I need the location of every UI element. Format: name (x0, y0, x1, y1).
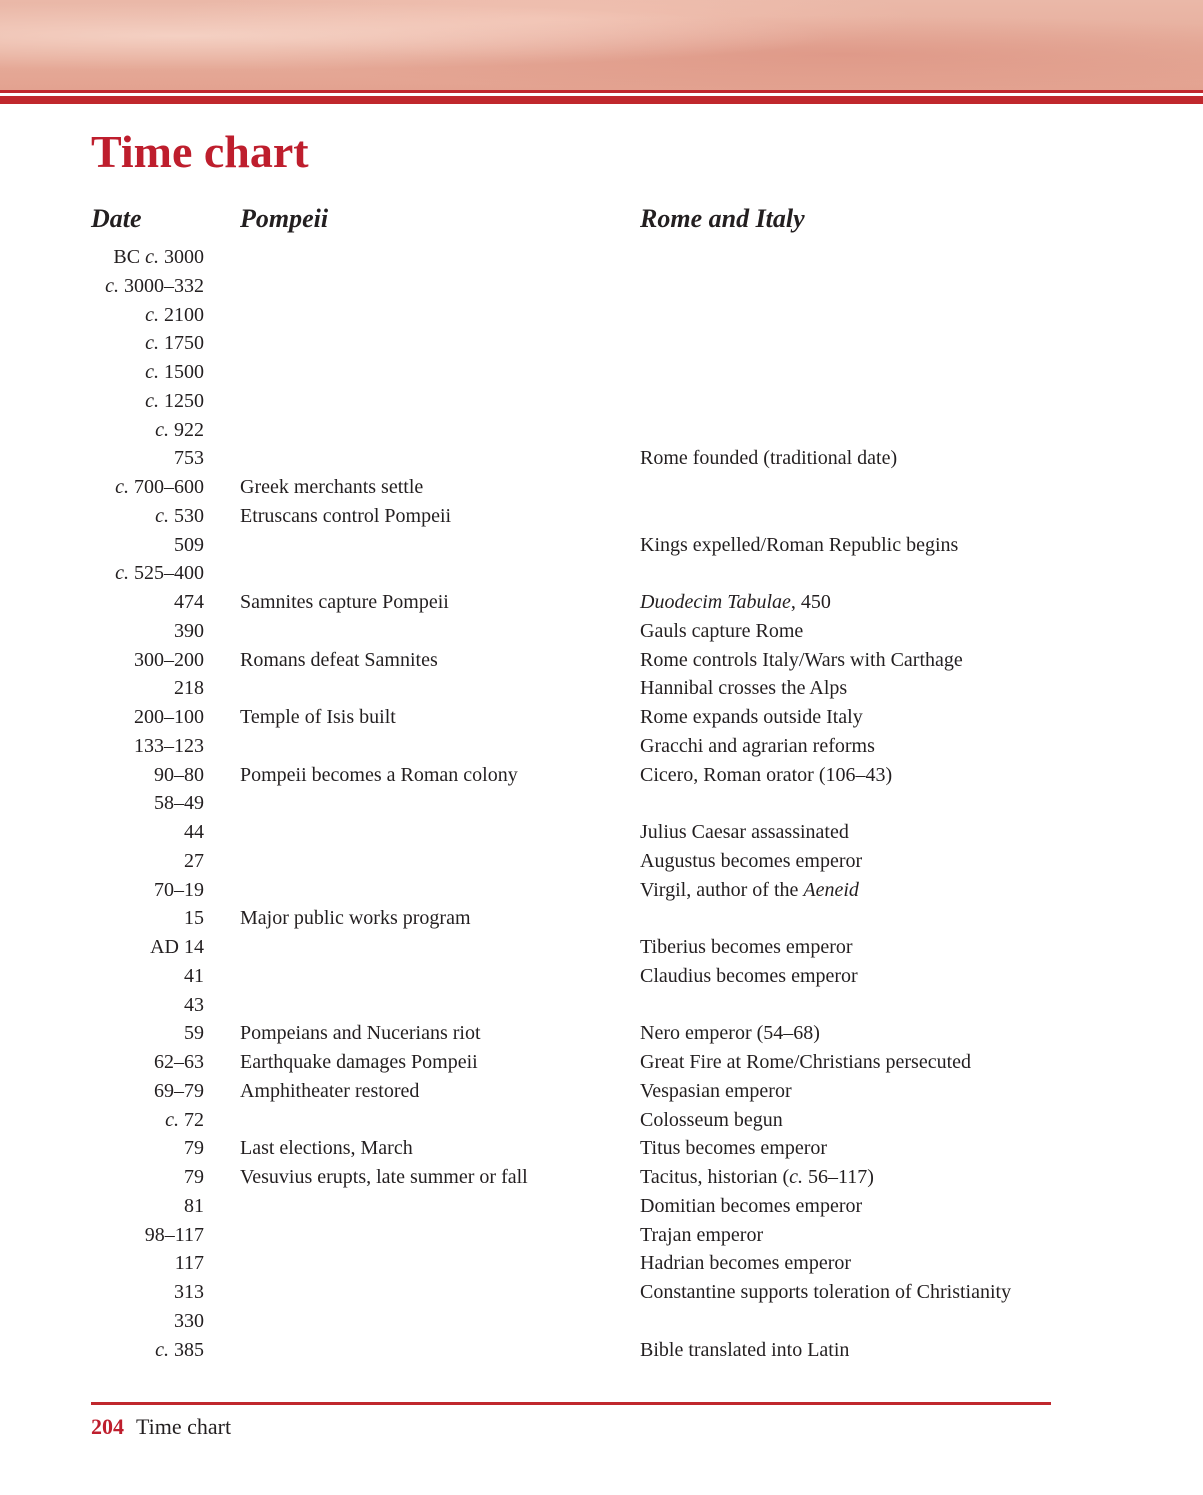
table-row (0, 962, 1203, 991)
table-row (0, 646, 1203, 675)
rome-text: Hadrian becomes emperor (640, 1252, 852, 1275)
date-cell (145, 1221, 204, 1249)
rome-italy-event (640, 703, 863, 731)
rome-italy-event (640, 646, 963, 674)
date-value: 72 (179, 1108, 204, 1131)
date-cell (154, 1048, 204, 1076)
rome-text: Bible translated into Latin (640, 1338, 850, 1361)
date-cell (174, 531, 204, 559)
page-title: Time chart (91, 126, 309, 177)
rome-text: , 450 (790, 591, 831, 613)
rome-italy-event (640, 876, 859, 904)
running-title: Time chart (136, 1414, 232, 1439)
rome-italy-event (640, 933, 853, 961)
table-row (0, 1134, 1203, 1163)
table-row (0, 531, 1203, 560)
pompeii-event: Earthquake damages Pompeii (240, 1051, 478, 1073)
date-value: 98–117 (144, 1223, 204, 1246)
date-circa: c. (155, 418, 169, 441)
rome-text: Claudius becomes emperor (640, 964, 858, 987)
rome-text: Virgil, author of the (640, 878, 804, 901)
table-row (0, 818, 1203, 847)
date-value: 330 (174, 1309, 204, 1332)
table-row (0, 588, 1203, 617)
pompeii-event: Etruscans control Pompeii (240, 504, 452, 527)
table-row (0, 617, 1203, 646)
date-cell (154, 761, 204, 789)
date-value: 922 (169, 418, 204, 441)
rome-italy-event (640, 1019, 820, 1047)
date-value: 58–49 (154, 792, 204, 815)
date-cell (165, 1106, 204, 1134)
table-row (0, 933, 1203, 962)
table-row (0, 387, 1203, 416)
date-value: 530 (169, 504, 204, 527)
date-circa: c. (105, 274, 119, 297)
date-cell (174, 1278, 204, 1306)
date-cell (175, 1249, 204, 1277)
rome-text: Constantine supports toleration of Christianity (640, 1281, 1012, 1303)
date-value: 509 (174, 533, 204, 556)
date-value: 1250 (159, 389, 204, 412)
table-row (0, 904, 1203, 933)
footer-rule (91, 1402, 1051, 1405)
table-row (0, 1163, 1203, 1192)
rome-italy-event (640, 732, 875, 760)
rome-italy-event (640, 1163, 874, 1191)
date-value: 79 (184, 1137, 204, 1160)
date-value: 59 (184, 1022, 204, 1045)
rome-text: Rome founded (traditional date) (640, 447, 898, 470)
date-value: 3000 (159, 246, 204, 268)
page-footer (91, 1412, 231, 1442)
table-row (0, 761, 1203, 790)
pompeii-event: Romans defeat Samnites (240, 648, 438, 671)
date-value: 1750 (159, 332, 204, 355)
date-cell (174, 1307, 204, 1335)
rome-italic-text: Duodecim Tabulae (640, 591, 791, 613)
date-value: 3000–332 (119, 274, 204, 297)
date-value: 700–600 (129, 476, 204, 498)
rome-italy-event (640, 1336, 849, 1364)
date-cell (155, 1336, 204, 1364)
rome-italy-event (640, 617, 803, 645)
date-circa: c. (145, 303, 159, 326)
date-circa: c. (145, 389, 159, 412)
date-value: 117 (174, 1252, 204, 1275)
rome-italy-event (640, 1077, 792, 1105)
rome-text: Gracchi and agrarian reforms (640, 734, 875, 757)
table-row (0, 703, 1203, 732)
date-value: 44 (184, 821, 204, 843)
date-cell (174, 444, 204, 472)
column-header-rome-italy: Rome and Italy (640, 204, 805, 233)
date-cell (145, 301, 204, 329)
rome-italy-event (640, 1249, 851, 1277)
header-rule-thick (0, 96, 1203, 104)
date-value: 70–19 (154, 878, 204, 901)
date-cell (184, 1192, 204, 1220)
date-cell (145, 387, 204, 415)
date-circa: c. (155, 1338, 169, 1361)
rome-text: Julius Caesar assassinated (640, 821, 849, 843)
table-row (0, 272, 1203, 301)
table-row (0, 358, 1203, 387)
date-value: 133–123 (134, 734, 204, 757)
date-value: 390 (174, 619, 204, 642)
date-value: 218 (174, 677, 204, 700)
rome-italy-event (640, 847, 862, 875)
date-circa: c. (155, 504, 169, 527)
date-cell (184, 847, 204, 875)
date-value: 79 (184, 1166, 204, 1188)
table-row (0, 1019, 1203, 1048)
date-value: 300–200 (134, 648, 204, 671)
date-value: 525–400 (129, 562, 204, 585)
rome-text: Tiberius becomes emperor (640, 936, 853, 958)
date-value: 69–79 (154, 1079, 204, 1102)
rome-text: Rome expands outside Italy (640, 706, 863, 728)
header-rule-thin (0, 90, 1203, 93)
date-circa: c. (115, 562, 129, 585)
date-cell (145, 329, 204, 357)
date-cell (145, 358, 204, 386)
rome-italy-event (640, 962, 858, 990)
table-row (0, 1221, 1203, 1250)
rome-italy-event (640, 1106, 783, 1134)
rome-italy-event (640, 1134, 827, 1162)
date-cell (134, 732, 204, 760)
pompeii-event: Greek merchants settle (240, 476, 424, 498)
rome-text: Rome controls Italy/Wars with Carthage (640, 648, 963, 671)
date-value: 81 (184, 1194, 204, 1217)
date-cell (174, 617, 204, 645)
date-cell (150, 933, 204, 961)
table-row (0, 732, 1203, 761)
rome-italic-text: Aeneid (803, 878, 859, 901)
table-row (0, 991, 1203, 1020)
table-row (0, 847, 1203, 876)
date-cell (184, 904, 204, 932)
date-cell (155, 416, 204, 444)
rome-text: Tacitus, historian ( (640, 1166, 790, 1188)
table-row (0, 329, 1203, 358)
date-cell (113, 243, 204, 271)
date-cell (174, 588, 204, 616)
date-value: 90–80 (154, 763, 204, 786)
rome-text: Hannibal crosses the Alps (640, 677, 848, 700)
rome-italy-event (640, 674, 847, 702)
rome-italy-event (640, 531, 958, 559)
date-cell (184, 1019, 204, 1047)
date-cell (154, 789, 204, 817)
table-row (0, 674, 1203, 703)
date-circa: c. (165, 1108, 179, 1131)
date-circa: c. (115, 476, 129, 498)
rome-text: Vespasian emperor (640, 1079, 792, 1102)
table-row (0, 1307, 1203, 1336)
table-row (0, 1077, 1203, 1106)
table-row (0, 789, 1203, 818)
pompeii-event: Pompeii becomes a Roman colony (240, 763, 518, 786)
date-cell (134, 703, 204, 731)
date-cell (115, 473, 204, 501)
date-cell (134, 646, 204, 674)
date-value: 41 (184, 964, 204, 987)
date-cell (105, 272, 204, 300)
rome-text: Colosseum begun (640, 1108, 783, 1131)
rome-text: Kings expelled/Roman Republic begins (640, 533, 959, 556)
pompeii-event: Amphitheater restored (240, 1079, 420, 1102)
header-banner (0, 0, 1203, 90)
date-value: 313 (174, 1281, 204, 1303)
rome-italy-event (640, 818, 849, 846)
table-row (0, 473, 1203, 502)
pompeii-event: Samnites capture Pompeii (240, 591, 449, 613)
rome-italy-event (640, 1048, 971, 1076)
date-value: 43 (184, 993, 204, 1016)
date-value: 62–63 (154, 1051, 204, 1073)
pompeii-event: Temple of Isis built (240, 706, 396, 728)
table-row (0, 416, 1203, 445)
rome-text: Titus becomes emperor (640, 1137, 828, 1160)
rome-text: Augustus becomes emperor (640, 849, 863, 872)
table-row (0, 444, 1203, 473)
date-cell (174, 674, 204, 702)
column-header-date: Date (91, 204, 142, 233)
date-value: 15 (184, 907, 204, 930)
table-row (0, 876, 1203, 905)
date-value: 200–100 (134, 706, 204, 728)
date-cell (154, 876, 204, 904)
date-circa: c. (145, 332, 159, 355)
date-circa: c. (145, 246, 159, 268)
date-cell (184, 962, 204, 990)
date-value: 474 (174, 591, 204, 613)
date-cell (184, 991, 204, 1019)
rome-italy-event (640, 588, 831, 616)
page-number: 204 (91, 1414, 124, 1439)
rome-text: Domitian becomes emperor (640, 1194, 863, 1217)
rome-italic-text: c. (789, 1166, 804, 1188)
rome-italy-event (640, 1192, 862, 1220)
rome-text: Gauls capture Rome (640, 619, 804, 642)
rome-text: 56–117) (803, 1166, 874, 1188)
date-value: 753 (174, 447, 204, 470)
rome-italy-event (640, 1221, 763, 1249)
rome-italy-event (640, 444, 897, 472)
table-row (0, 1278, 1203, 1307)
date-value: 385 (169, 1338, 204, 1361)
pompeii-event: Vesuvius erupts, late summer or fall (240, 1166, 528, 1188)
date-cell (154, 1077, 204, 1105)
table-row (0, 301, 1203, 330)
rome-text: Nero emperor (54–68) (640, 1022, 820, 1045)
date-value: 2100 (159, 303, 204, 326)
table-row (0, 1106, 1203, 1135)
table-row (0, 1336, 1203, 1365)
time-chart-table (0, 243, 1203, 1364)
date-cell (155, 502, 204, 530)
rome-text: Cicero, Roman orator (106–43) (640, 763, 893, 786)
table-row (0, 1192, 1203, 1221)
date-value: AD 14 (150, 936, 204, 958)
date-cell (184, 1134, 204, 1162)
date-value: 1500 (159, 361, 204, 383)
rome-text: Trajan emperor (640, 1223, 764, 1246)
pompeii-event: Major public works program (240, 907, 471, 930)
date-cell (115, 559, 204, 587)
rome-text: Great Fire at Rome/Christians persecuted (640, 1051, 972, 1073)
rome-italy-event (640, 1278, 1011, 1306)
date-value: 27 (184, 849, 204, 872)
date-circa: c. (145, 361, 159, 383)
table-row (0, 502, 1203, 531)
table-row (0, 243, 1203, 272)
rome-italy-event (640, 761, 892, 789)
table-row (0, 559, 1203, 588)
date-cell (184, 818, 204, 846)
date-era: BC (113, 246, 146, 268)
table-row (0, 1249, 1203, 1278)
pompeii-event: Last elections, March (240, 1137, 413, 1160)
pompeii-event: Pompeians and Nucerians riot (240, 1022, 481, 1045)
date-cell (184, 1163, 204, 1191)
column-header-pompeii: Pompeii (240, 204, 329, 233)
table-row (0, 1048, 1203, 1077)
